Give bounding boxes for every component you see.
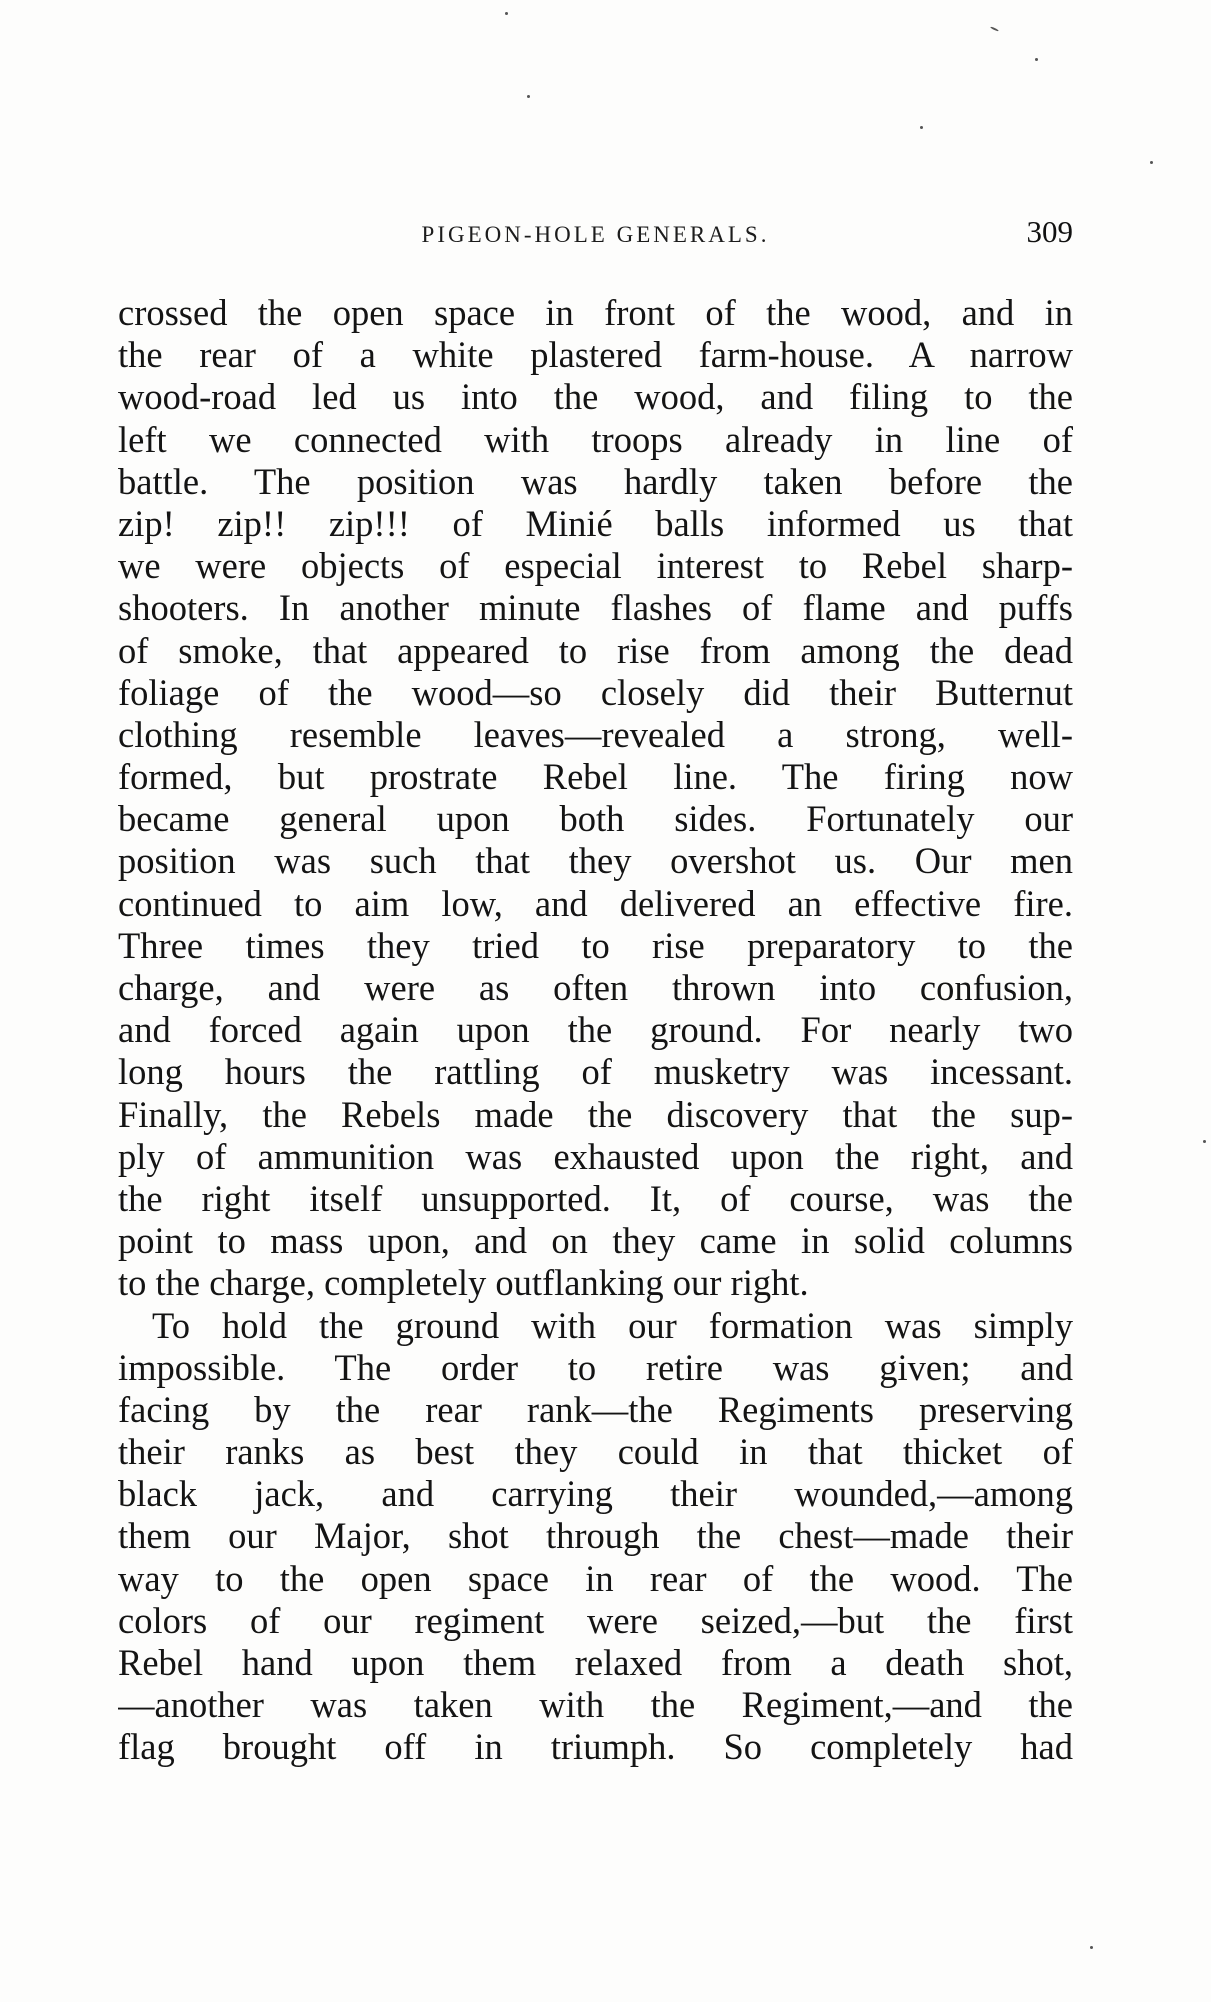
text-line: black jack, and carrying their wounded,—among	[118, 1473, 1073, 1515]
text-line: crossed the open space in front of the wood, and in	[118, 292, 1073, 333]
text-line: Rebel hand upon them relaxed from a death shot,	[118, 1642, 1073, 1683]
text-line: the rear of a white plastered farm-house. A narrow	[118, 334, 1073, 376]
paragraph-start-line: To hold the ground with our formation was simply	[152, 1304, 1073, 1346]
text-line: long hours the rattling of musketry was incessant.	[118, 1051, 1073, 1093]
text-line: their ranks as best they could in that thicket of	[118, 1431, 1073, 1473]
text-line: point to mass upon, and on they came in solid columns	[118, 1220, 1073, 1262]
text-line: battle. The position was hardly taken before the	[118, 460, 1073, 502]
text-line: clothing resemble leaves—revealed a strong, well-	[118, 713, 1073, 755]
text-line: ply of ammunition was exhausted upon the right, and	[118, 1135, 1073, 1177]
text-line: formed, but prostrate Rebel line. The firing now	[118, 756, 1073, 798]
print-speck	[1203, 1140, 1206, 1143]
text-line: of smoke, that appeared to rise from among the dead	[118, 629, 1073, 671]
print-speck	[527, 95, 530, 98]
text-line: flag brought off in triumph. So completely had	[118, 1726, 1073, 1768]
text-line: continued to aim low, and delivered an effective fire.	[118, 882, 1073, 924]
paragraph-end-line: to the charge, completely outflanking our right.	[118, 1262, 809, 1304]
text-line: them our Major, shot through the chest—made their	[118, 1515, 1073, 1557]
page-number: 309	[1026, 214, 1073, 249]
text-line: zip! zip!! zip!!! of Minié balls informed us that	[118, 502, 1073, 544]
text-line: left we connected with troops already in line of	[118, 418, 1073, 460]
print-speck	[990, 26, 999, 32]
text-line: wood-road led us into the wood, and filing to the	[118, 376, 1073, 418]
print-speck	[1090, 1946, 1093, 1949]
text-line: facing by the rear rank—the Regiments preserving	[118, 1388, 1073, 1430]
text-line: we were objects of especial interest to Rebel sharp-	[118, 545, 1073, 587]
print-speck	[920, 126, 923, 129]
text-line: Finally, the Rebels made the discovery that the sup-	[118, 1093, 1073, 1135]
print-speck	[505, 12, 508, 15]
text-line: position was such that they overshot us. Our men	[118, 840, 1073, 882]
text-line: became general upon both sides. Fortunately our	[118, 798, 1073, 840]
text-line: charge, and were as often thrown into confusion,	[118, 967, 1073, 1008]
print-speck	[1035, 58, 1038, 61]
text-line: impossible. The order to retire was given; and	[118, 1346, 1073, 1388]
text-line: way to the open space in rear of the wood. The	[118, 1557, 1073, 1599]
print-speck	[1150, 161, 1153, 164]
running-head: PIGEON-HOLE GENERALS.	[421, 222, 770, 247]
text-line: shooters. In another minute flashes of flame and puffs	[118, 587, 1073, 629]
page-header	[118, 214, 1073, 254]
text-line: the right itself unsupported. It, of course, was the	[118, 1177, 1073, 1219]
body-text	[118, 292, 1073, 1769]
text-line: foliage of the wood—so closely did their Butternut	[118, 671, 1073, 713]
text-line: colors of our regiment were seized,—but the first	[118, 1599, 1073, 1641]
text-line: Three times they tried to rise preparatory to the	[118, 924, 1073, 966]
text-line: and forced again upon the ground. For nearly two	[118, 1009, 1073, 1051]
text-line: —another was taken with the Regiment,—and the	[118, 1684, 1073, 1726]
